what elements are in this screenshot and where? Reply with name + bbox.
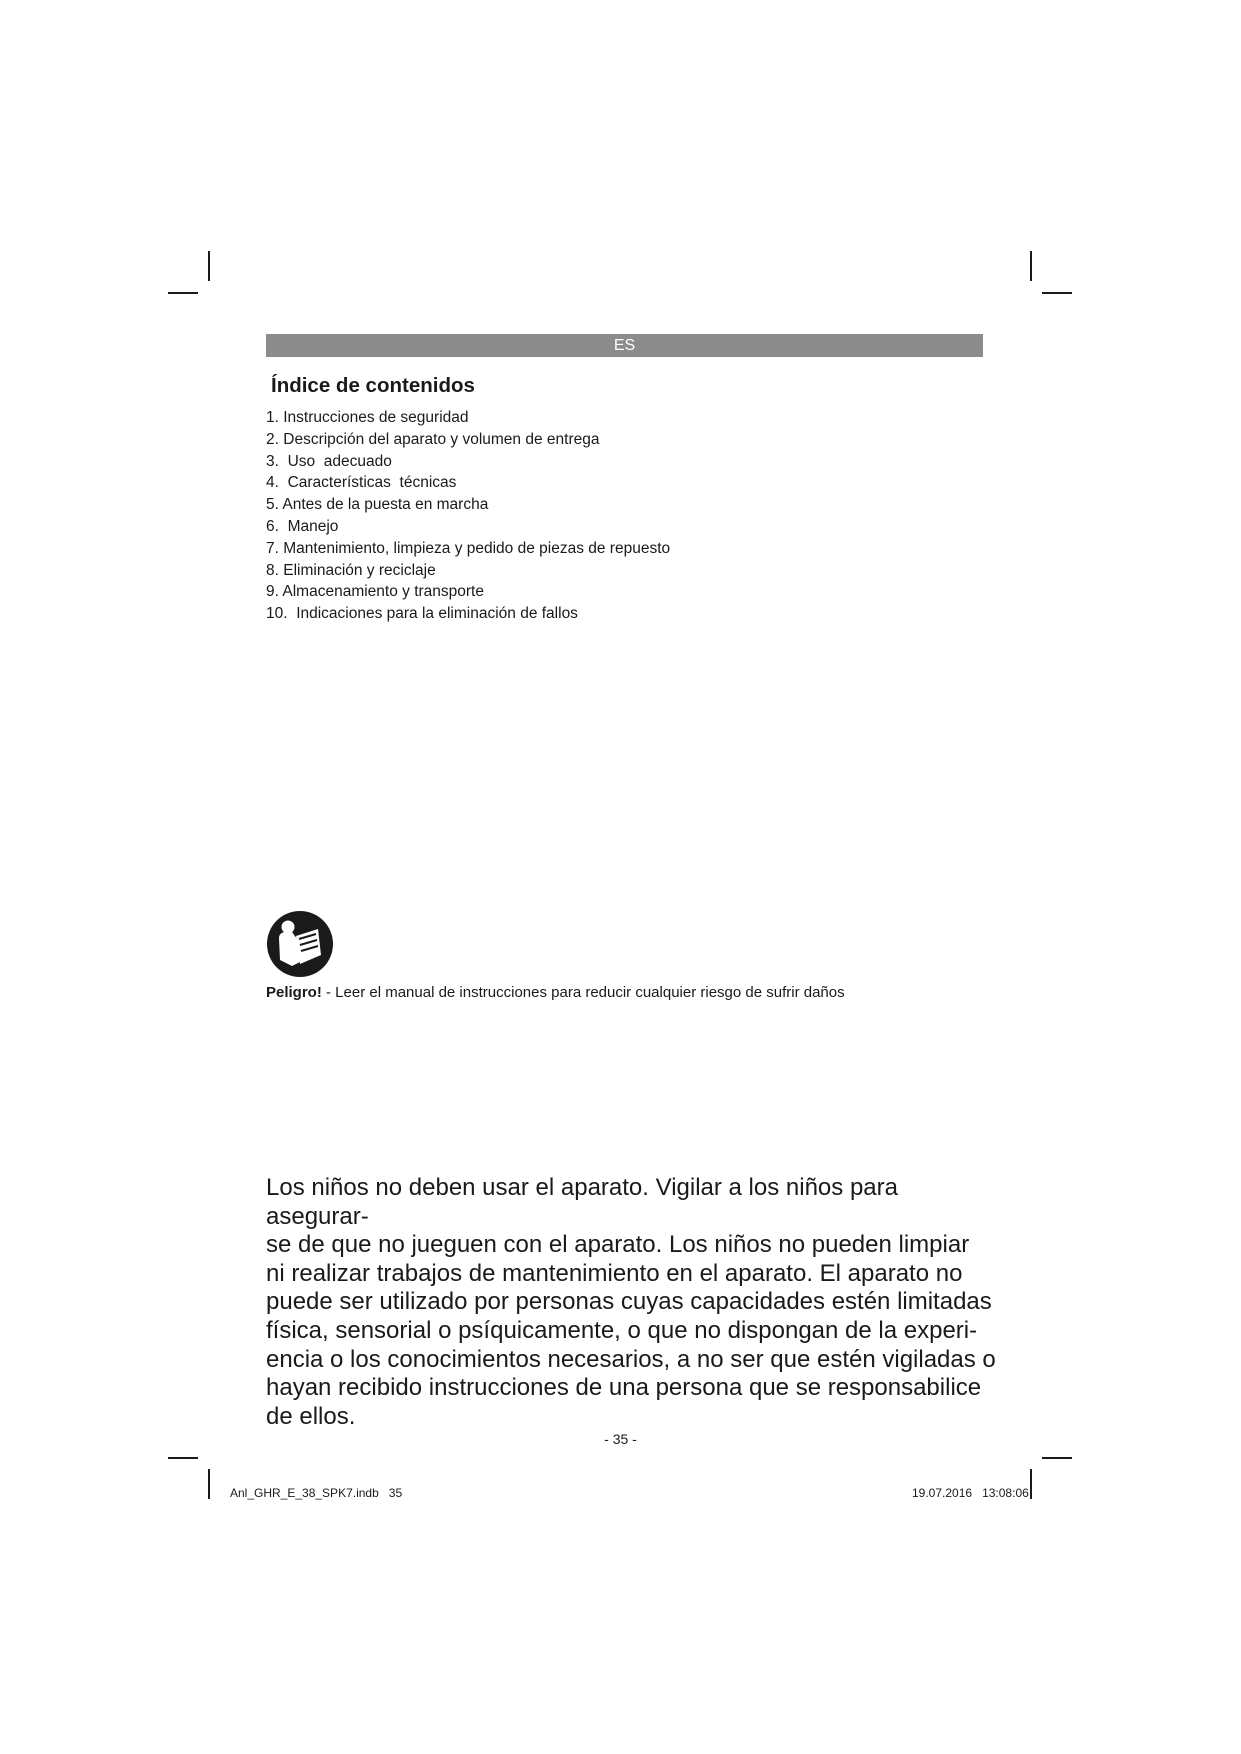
children-safety-paragraph: Los niños no deben usar el aparato. Vigilar a los niños para asegurar- se de que no jueguen con el aparato. Los niños no pueden limpiar ni realizar trabajos de mantenimiento en el aparato. El aparato no puede ser utilizado por personas cuyas capacidades estén limitadas física, sensorial o psíquicamente, o que no dispongan de la experi- encia o los conocimientos necesarios, a no ser que estén vigiladas o hayan recibido instrucciones de una persona que se responsabilice de ellos. <box>266 1174 996 1430</box>
crop-mark-top-left-h <box>168 292 198 294</box>
warning-text <box>266 984 845 1001</box>
toc-item: 5. Antes de la puesta en marcha <box>266 496 489 514</box>
warning-message: - Leer el manual de instrucciones para reducir cualquier riesgo de sufrir daños <box>326 984 845 1001</box>
toc-item: 6. Manejo <box>266 517 339 535</box>
toc-title: Índice de contenidos <box>271 374 475 397</box>
crop-mark-top-right-h <box>1042 292 1072 294</box>
toc-item: 8. Eliminación y reciclaje <box>266 561 436 579</box>
language-code: ES <box>613 337 636 354</box>
crop-mark-bottom-right-v <box>1030 1469 1032 1499</box>
read-manual-icon <box>266 910 334 978</box>
toc-item: 4. Características técnicas <box>266 474 457 492</box>
toc-item: 3. Uso adecuado <box>266 452 392 470</box>
crop-mark-bottom-left-h <box>168 1457 198 1459</box>
language-header-bar <box>266 334 983 357</box>
slug-file-name: Anl_GHR_E_38_SPK7.indb 35 <box>230 1486 403 1500</box>
crop-mark-bottom-left-v <box>208 1469 210 1499</box>
page-number: - 35 - <box>604 1431 637 1447</box>
toc-item: 9. Almacenamiento y transporte <box>266 583 484 601</box>
toc-item: 7. Mantenimiento, limpieza y pedido de piezas de repuesto <box>266 539 671 557</box>
warning-label: Peligro! <box>266 984 322 1001</box>
toc-item: 1. Instrucciones de seguridad <box>266 409 469 426</box>
slug-date-time: 19.07.2016 13:08:06 <box>912 1486 1029 1500</box>
crop-mark-bottom-right-h <box>1042 1457 1072 1459</box>
crop-mark-top-left-v <box>208 251 210 281</box>
toc-item: 10. Indicaciones para la eliminación de fallos <box>266 605 578 623</box>
table-of-contents <box>266 407 670 625</box>
toc-item: 2. Descripción del aparato y volumen de entrega <box>266 430 600 448</box>
crop-mark-top-right-v <box>1030 251 1032 281</box>
